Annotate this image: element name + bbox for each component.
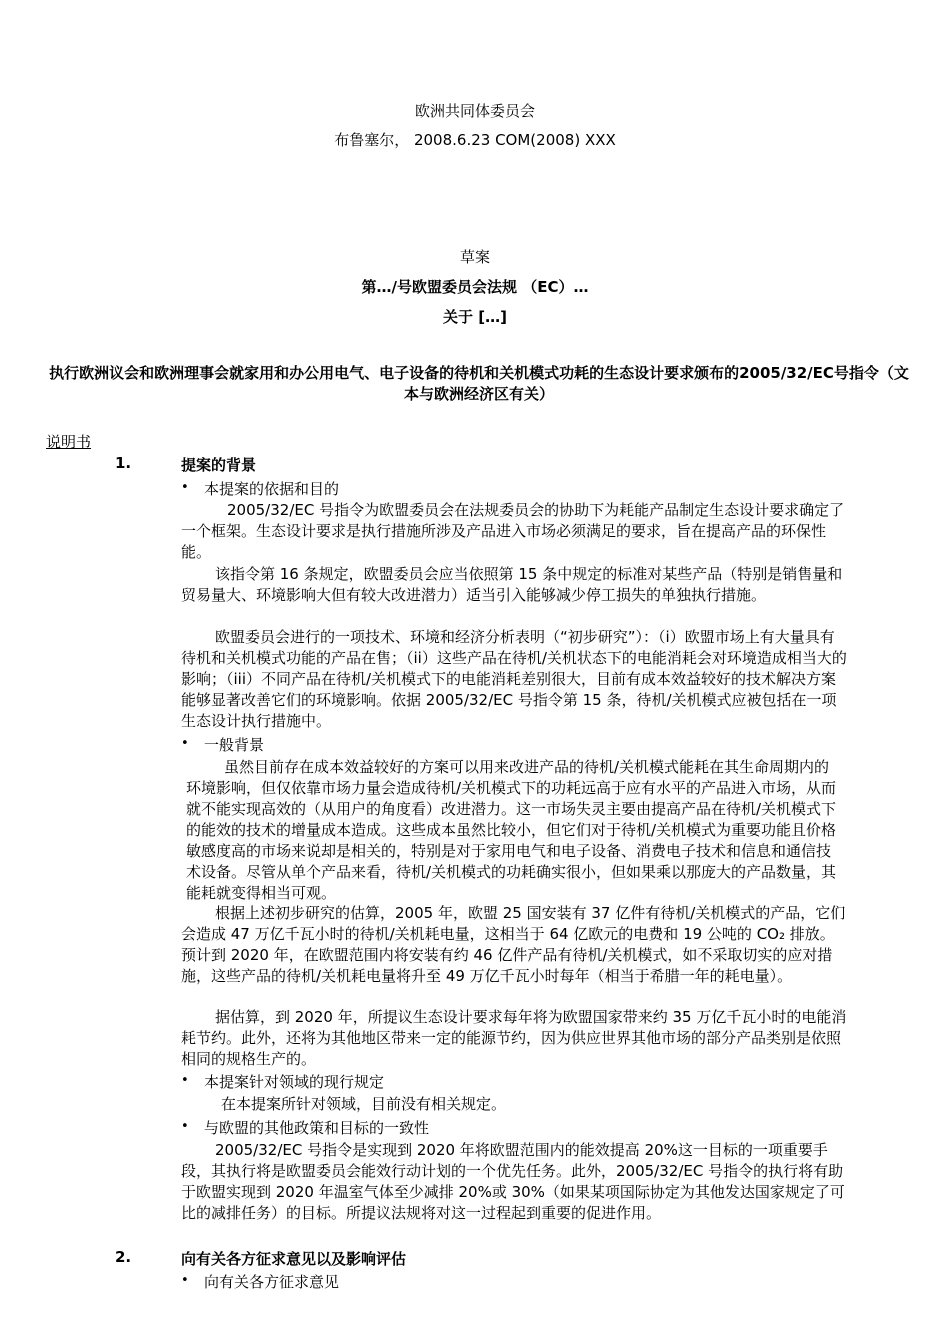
paragraph-no-provisions: 在本提案所针对领域，目前没有相关规定。 [221,1095,507,1113]
bullet-marker: • [181,736,189,751]
section-title-2: 向有关各方征求意见以及影响评估 [181,1250,407,1268]
paragraph-framework: 2005/32/EC 号指令为欧盟委员会在法规委员会的协助下为耗能产品制定生态设计要求确定了一个框架。生态设计要求是执行措施所涉及产品进入市场必须满足的要求，旨在提高产品的环保性能。 [181,501,845,561]
paragraph-market-failure: 虽然目前存在成本效益较好的方案可以用来改进产品的待机/关机模式能耗在其生命周期内的环境影响，但仅依靠市场力量会造成待机/关机模式下的功耗远高于应有水平的产品进入市场，从而就不能实现高效的（从用户的角度看）改进潜力。这一市场失灵主要由提高产品在待机/关机模式下的能效的技术的增量成本造成。这些成本虽然比较小，但它们对于待机/关机模式为重要功能且价格敏感度高的市场来说却是相关的，特别是对于家用电气和电子设备、消费电子技术和信息和通信技术设备。尽管从单个产品来看，待机/关机模式的功耗确实很小，但如果乘以那庞大的产品数量，其能耗就变得相当可观。 [186,758,837,902]
about-line: 关于 […] [443,308,507,326]
paragraph-preliminary-study: 欧盟委员会进行的一项技术、环境和经济分析表明（“初步研究”）：（i）欧盟市场上有大量具有待机和关机模式功能的产品在售；（ii）这些产品在待机/关机状态下的电能消耗会对环境造成相当大的影响；（iii）不同产品在待机/关机模式下的电能消耗差别很大，目前有成本效益较好的技术解决方案能够显著改善它们的环境影响。依据 2005/32/EC 号指令第 15 条，待机/关机模式应被包括在一项生态设计执行措施中。 [181,628,847,730]
section-title-1: 提案的背景 [181,456,257,474]
paragraph-article-16: 该指令第 16 条规定，欧盟委员会应当依照第 15 条中规定的标准对某些产品（特别是销售量和贸易量大、环境影响大但有较大改进潜力）适当引入能够减少停工损失的单独执行措施。 [181,565,843,604]
bullet-general-background: 一般背景 [204,736,265,754]
implementing-title: 执行欧洲议会和欧洲理事会就家用和办公用电气、电子设备的待机和关机模式功耗的生态设计要求颁布的2005/32/EC号指令（文本与欧洲经济区有关） [49,364,909,403]
place-date-ref: 布鲁塞尔， 2008.6.23 COM(2008) XXX [334,131,616,149]
bullet-consultation: 向有关各方征求意见 [204,1273,340,1291]
bullet-marker: • [181,480,189,495]
org-name: 欧洲共同体委员会 [414,102,535,120]
regulation-title: 第…/号欧盟委员会法规 （EC）… [361,278,589,296]
memo-heading: 说明书 [46,433,92,451]
bullet-basis-purpose: 本提案的依据和目的 [204,480,340,498]
draft-label: 草案 [459,248,490,266]
paragraph-efficiency-target: 2005/32/EC 号指令是实现到 2020 年将欧盟范围内的能效提高 20%这一目标的一项重要手段，其执行将是欧盟委员会能效行动计划的一个优先任务。此外，2005/32/EC 号指令的执行将有助于欧盟实现到 2020 年温室气体至少减排 20%或 30%（如果某项国际协定为其他发达国家规定了可比的减排任务）的目标。所提议法规将对这一过程起到重要的促进作用。 [181,1141,845,1222]
bullet-marker: • [181,1273,189,1288]
bullet-consistency: 与欧盟的其他政策和目标的一致性 [204,1119,430,1137]
bullet-marker: • [181,1073,189,1088]
section-number-2: 2. [115,1248,132,1266]
paragraph-savings: 据估算，到 2020 年，所提议生态设计要求每年将为欧盟国家带来约 35 万亿千瓦小时的电能消耗节约。此外，还将为其他地区带来一定的能源节约，因为供应世界其他市场的部分产品类别是依照相同的规格生产的。 [181,1008,847,1068]
bullet-marker: • [181,1119,189,1134]
bullet-existing-provisions: 本提案针对领域的现行规定 [204,1073,385,1091]
section-number-1: 1. [115,454,132,472]
paragraph-estimates: 根据上述初步研究的估算，2005 年，欧盟 25 国安装有 37 亿件有待机/关机模式的产品，它们会造成 47 万亿千瓦小时的待机/关机耗电量，这相当于 64 亿欧元的电费和 19 公吨的 CO₂ 排放。预计到 2020 年，在欧盟范围内将安装有约 46 亿件产品有待机/关机模式，如不采取切实的应对措施，这些产品的待机/关机耗电量将升至 49 万亿千瓦小时每年（相当于希腊一年的耗电量）。 [181,904,846,985]
